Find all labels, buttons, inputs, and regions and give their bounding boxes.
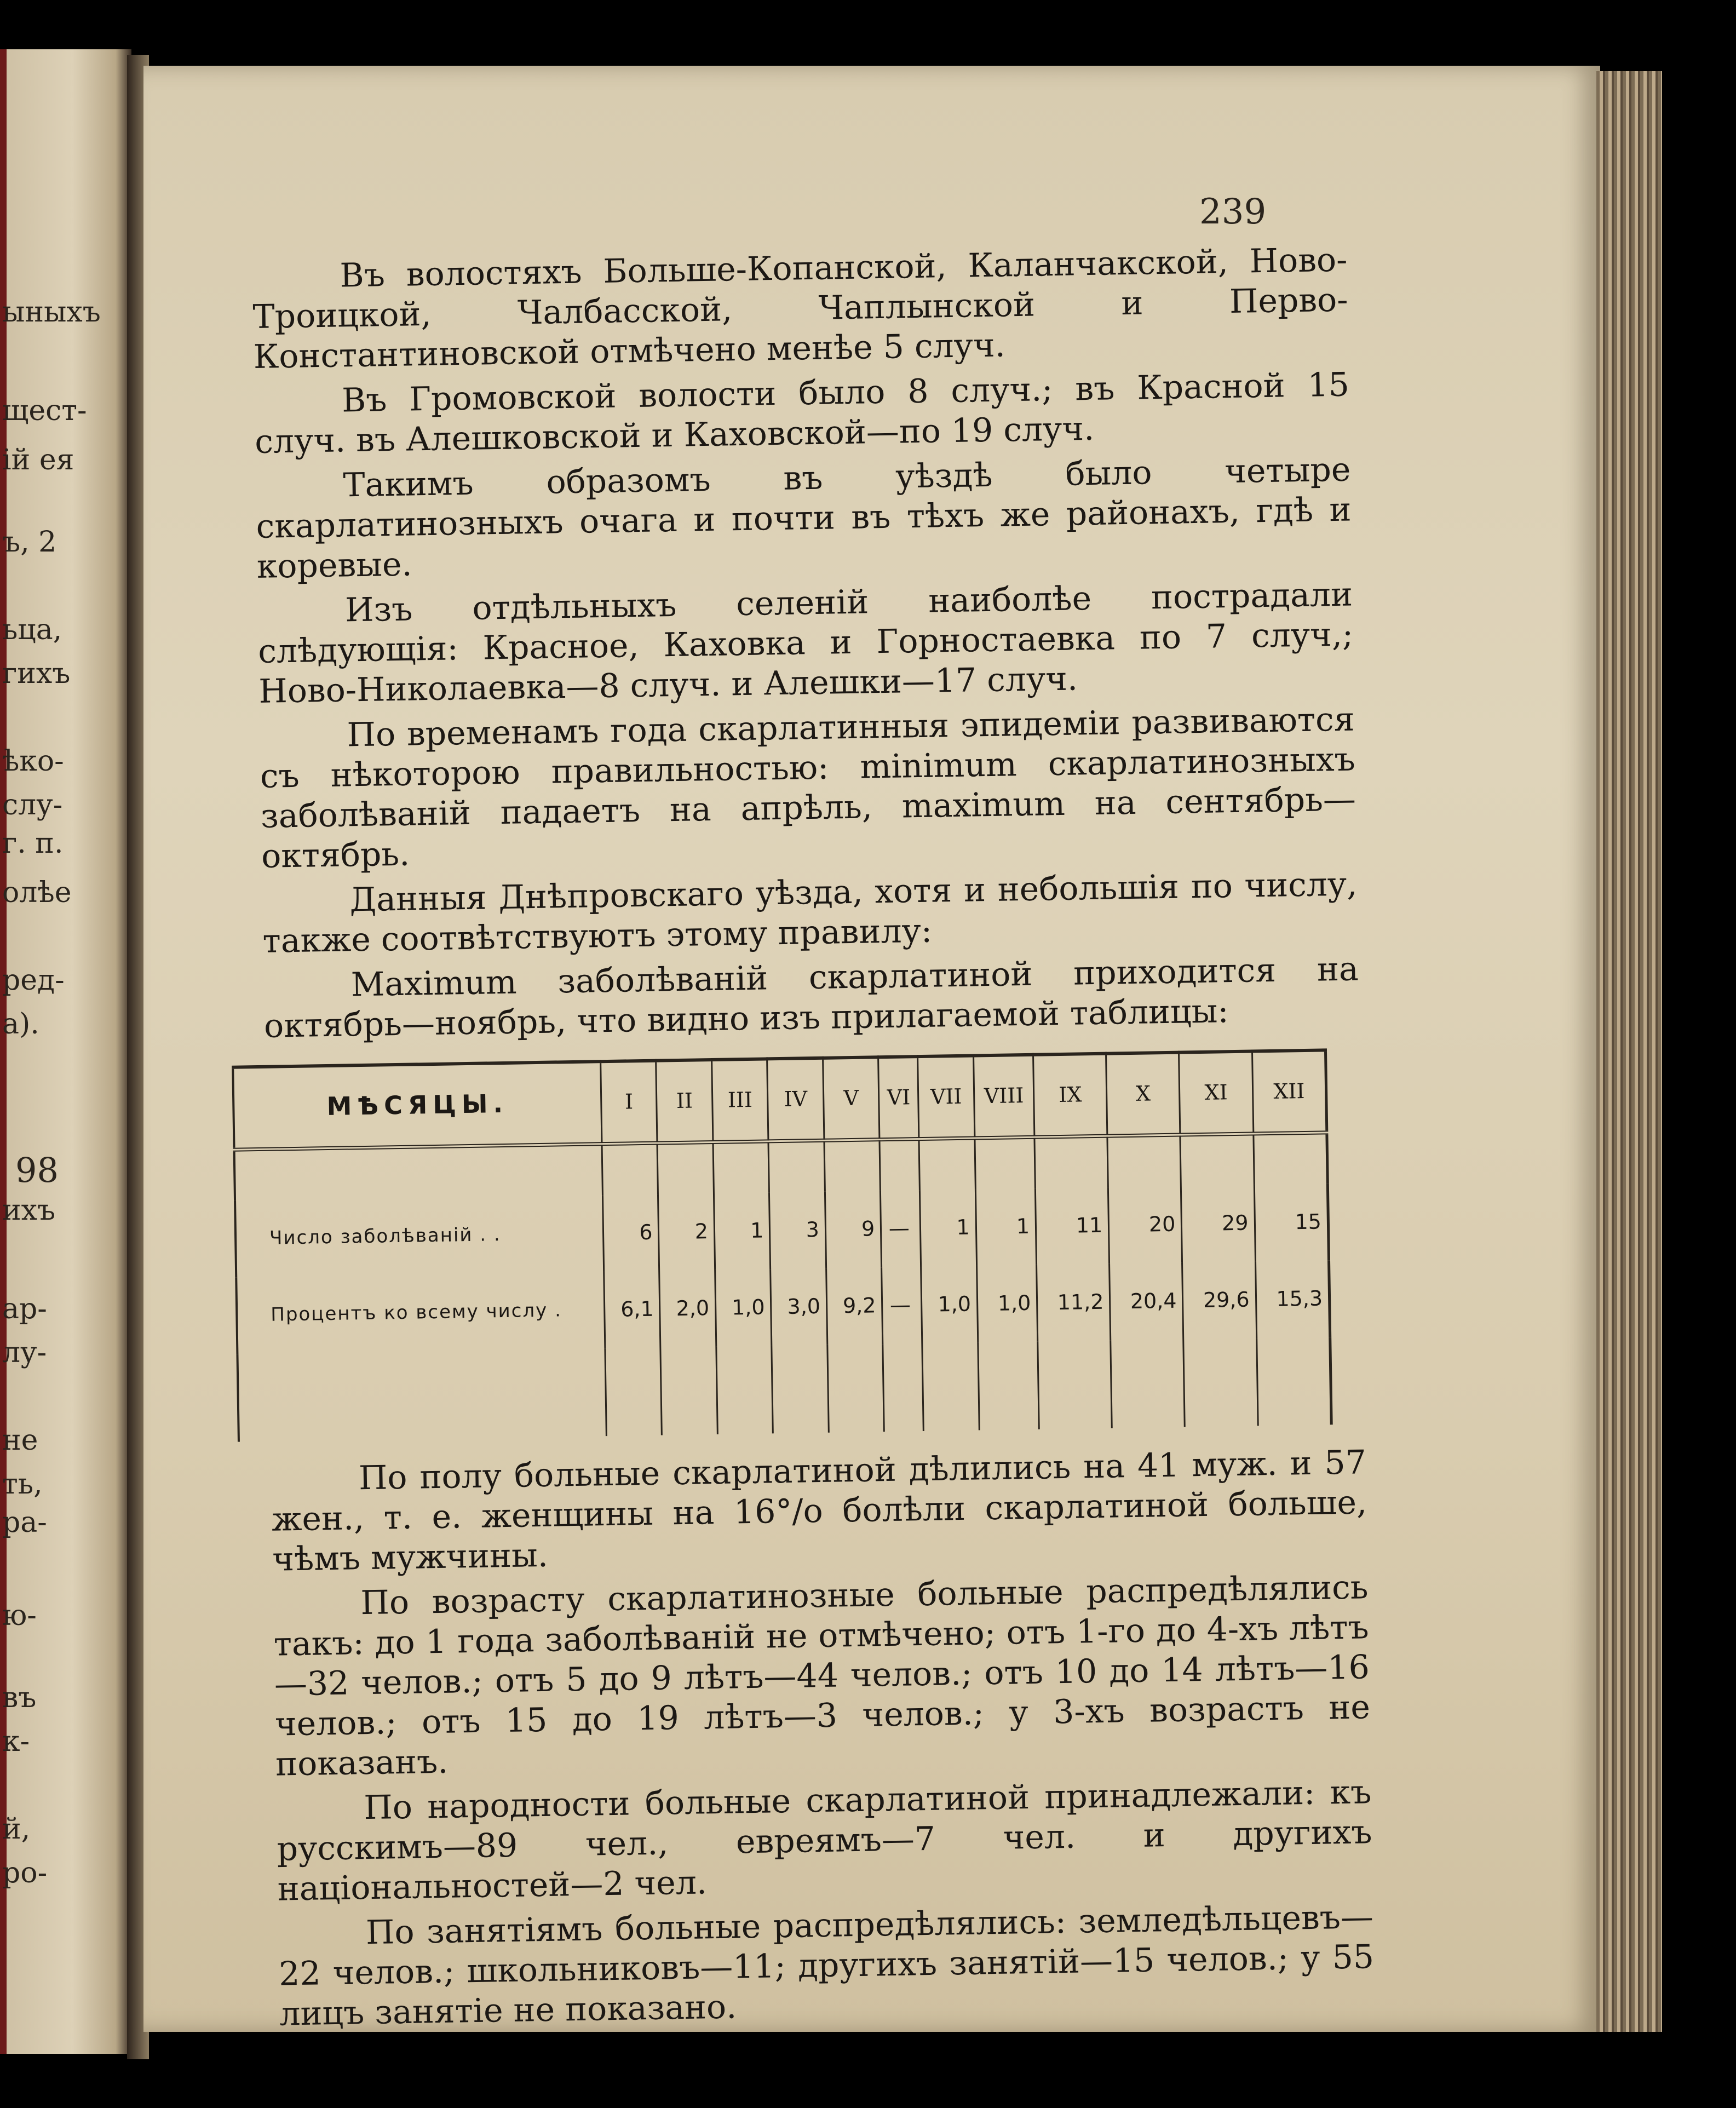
paragraph: Такимъ образомъ въ уѣздѣ было четыре скарлатинозныхъ очага и почти въ тѣхъ же районахъ, гдѣ и коревые. [256, 450, 1352, 586]
table-cell: 15 [1254, 1184, 1329, 1261]
monthly-cases-table [232, 1048, 1333, 1441]
table-cell: 1 [920, 1189, 977, 1267]
paragraph: По занятіямъ больные распредѣлялись: земледѣльцевъ—22 челов.; школьниковъ—11; другихъ занятій—15 челов.; у 55 лицъ занятіе не показано. [278, 1897, 1375, 2034]
left-page-fragment: ть, [2, 1468, 43, 1501]
spacer-cell [768, 1140, 825, 1192]
month-header: II [656, 1060, 713, 1143]
table-cell: 1 [975, 1188, 1037, 1266]
table-cell: 2,0 [659, 1270, 716, 1347]
page-body [252, 240, 1375, 2040]
table-cell: — [881, 1190, 921, 1267]
empty-cell [772, 1345, 829, 1433]
left-page-fragment: к- [2, 1725, 30, 1758]
paragraph: Въ Громовской волости было 8 случ.; въ Красной 15 случ. въ Алешковской и Каховской—по 19 случ. [254, 365, 1350, 461]
left-page-fragment: й, [2, 1813, 31, 1846]
month-header: V [823, 1057, 880, 1140]
table-bottom-row [237, 1337, 1331, 1441]
month-header: I [601, 1061, 658, 1144]
month-header: III [712, 1059, 769, 1142]
table-cell: 6,1 [604, 1271, 661, 1348]
table-cell: 29 [1181, 1185, 1255, 1262]
left-page-fragment: ю- [2, 1599, 37, 1632]
paragraph: По народности больные скарлатиной принадлежали: къ русскимъ—89 чел., евреямъ—7 чел. и другихъ національностей—2 чел. [277, 1772, 1372, 1909]
left-page-fragment: олѣе [2, 876, 72, 909]
paragraph: По полу больные скарлатиной дѣлились на 41 муж. и 57 жен., т. е. женщины на 16°/о болѣли скарлатиной больше, чѣмъ мужчины. [271, 1443, 1367, 1579]
table-cell: 1,0 [921, 1266, 978, 1343]
monthly-table-wrapper [232, 1048, 1333, 1441]
table-cell: 2 [658, 1193, 715, 1271]
table-cell: 1,0 [976, 1265, 1038, 1342]
empty-cell [922, 1342, 979, 1431]
spacer-cell [1107, 1135, 1181, 1187]
month-header: VIII [973, 1055, 1034, 1138]
month-header: IX [1033, 1054, 1107, 1137]
month-header: VI [878, 1056, 919, 1139]
left-page-fragment: лу- [2, 1336, 47, 1369]
spacer-cell [1253, 1132, 1327, 1185]
spacer-cell [880, 1139, 920, 1191]
month-header: IV [767, 1058, 824, 1141]
month-header: XI [1179, 1051, 1253, 1134]
left-page-fragment: г. п. [2, 827, 64, 860]
left-page-fragment: не [2, 1424, 38, 1457]
table-cell: 11 [1036, 1187, 1110, 1265]
paragraphs-after-table [271, 1443, 1375, 2034]
empty-cell [1256, 1337, 1331, 1426]
month-header: XII [1252, 1050, 1327, 1133]
spacer-cell [657, 1142, 714, 1194]
left-page-fragment: ар- [2, 1293, 47, 1325]
month-header: X [1106, 1053, 1180, 1136]
empty-cell [716, 1346, 773, 1434]
paragraph: Въ волостяхъ Больше-Копанской, Каланчакской, Ново-Троицкой, Чалбасской, Чаплынской и Перво-Константиновской отмѣчено менѣе 5 случ. [252, 240, 1349, 376]
table-cell: 29,6 [1182, 1261, 1256, 1339]
left-page-fragment: 98 [15, 1150, 59, 1190]
empty-cell [1038, 1340, 1112, 1429]
table-cell: 6 [602, 1194, 659, 1272]
table-cell: 11,2 [1037, 1263, 1111, 1341]
table-cell: 3 [769, 1191, 826, 1269]
left-page-fragment: ыныхъ [2, 296, 101, 329]
left-page-fragment: а). [2, 1008, 39, 1041]
page-number: 239 [1199, 192, 1267, 232]
paragraph: Данныя Днѣпровскаго уѣзда, хотя и небольшія по числу, также соотвѣтствуютъ этому правилу: [262, 865, 1358, 961]
left-page-fragment: слу- [2, 789, 63, 822]
left-page-fragment: щест- [2, 394, 87, 427]
paragraph: По возрасту скарлатинозные больные распредѣлялись такъ: до 1 года заболѣваній не отмѣчено; отъ 1-го до 4-хъ лѣтъ—32 челов.; отъ 5 до 9 лѣтъ—44 челов.; отъ 10 до 14 лѣтъ—16 челов.; отъ 15 до 19 лѣтъ—3 челов.; у 3-хъ возрастъ не показанъ. [273, 1567, 1371, 1784]
left-page-fragment: ихъ [2, 1194, 56, 1227]
spacer-cell [234, 1144, 603, 1201]
paragraph: Изъ отдѣльныхъ селеній наиболѣе пострадали слѣдующія: Красное, Каховка и Горностаевка по 7 случ,; Ново-Николаевка—8 случ. и Алешки—17 случ. [257, 575, 1354, 711]
empty-cell [605, 1347, 662, 1436]
table-cell: 1 [714, 1192, 771, 1270]
table-header-label: МѢСЯЦЫ. [233, 1061, 602, 1150]
empty-cell [237, 1348, 606, 1442]
left-page-fragment: гихъ [2, 657, 71, 690]
table-cell: 3,0 [771, 1268, 827, 1346]
left-page-fragment: ій ея [2, 444, 74, 476]
row-label: Процентъ ко всему числу . [236, 1272, 605, 1354]
table-cell: 9,2 [826, 1267, 883, 1345]
left-page-fragment: ра- [2, 1506, 47, 1539]
table-cell: 9 [825, 1191, 882, 1268]
left-page-fragment: ъ, 2 [2, 526, 57, 559]
paragraphs-before-table [252, 240, 1359, 1047]
left-page-fragment: ѣко- [2, 745, 64, 778]
spacer-cell [713, 1141, 769, 1193]
left-page-fragment: ред- [2, 964, 65, 997]
paragraph: По временамъ года скарлатинныя эпидеміи развиваются съ нѣкоторою правильностью: minimum скарлатинозныхъ заболѣваній падаетъ на апрѣль, maximum на сентябрь—октябрь. [260, 700, 1356, 876]
left-page-fragment: ро- [2, 1857, 48, 1889]
page-edges [1596, 71, 1662, 2032]
table-cell: 1,0 [715, 1269, 772, 1347]
spacer-cell [1034, 1136, 1108, 1188]
empty-cell [827, 1344, 884, 1433]
left-page-fragment: въ [2, 1681, 37, 1714]
table-cell: 20 [1108, 1186, 1182, 1263]
spacer-cell [824, 1139, 881, 1191]
table-cell: 20,4 [1110, 1262, 1183, 1340]
table-cell: 15,3 [1255, 1260, 1330, 1338]
table-body [234, 1132, 1332, 1441]
empty-cell [660, 1346, 717, 1435]
spacer-cell [1180, 1133, 1254, 1186]
row-label: Число заболѣваній . . [235, 1195, 604, 1278]
empty-cell [883, 1343, 924, 1432]
month-header: VII [918, 1055, 975, 1139]
table-cell: — [882, 1267, 922, 1344]
empty-cell [978, 1341, 1039, 1430]
spacer-cell [919, 1138, 975, 1190]
spacer-cell [975, 1137, 1036, 1189]
empty-cell [1183, 1338, 1258, 1427]
paragraph: Maximum заболѣваній скарлатиной приходится на октябрь—ноябрь, что видно изъ прилагаемой таблицы: [263, 950, 1359, 1046]
empty-cell [1111, 1339, 1185, 1428]
left-page-fragment: ьца, [2, 613, 62, 646]
spacer-cell [602, 1143, 658, 1195]
